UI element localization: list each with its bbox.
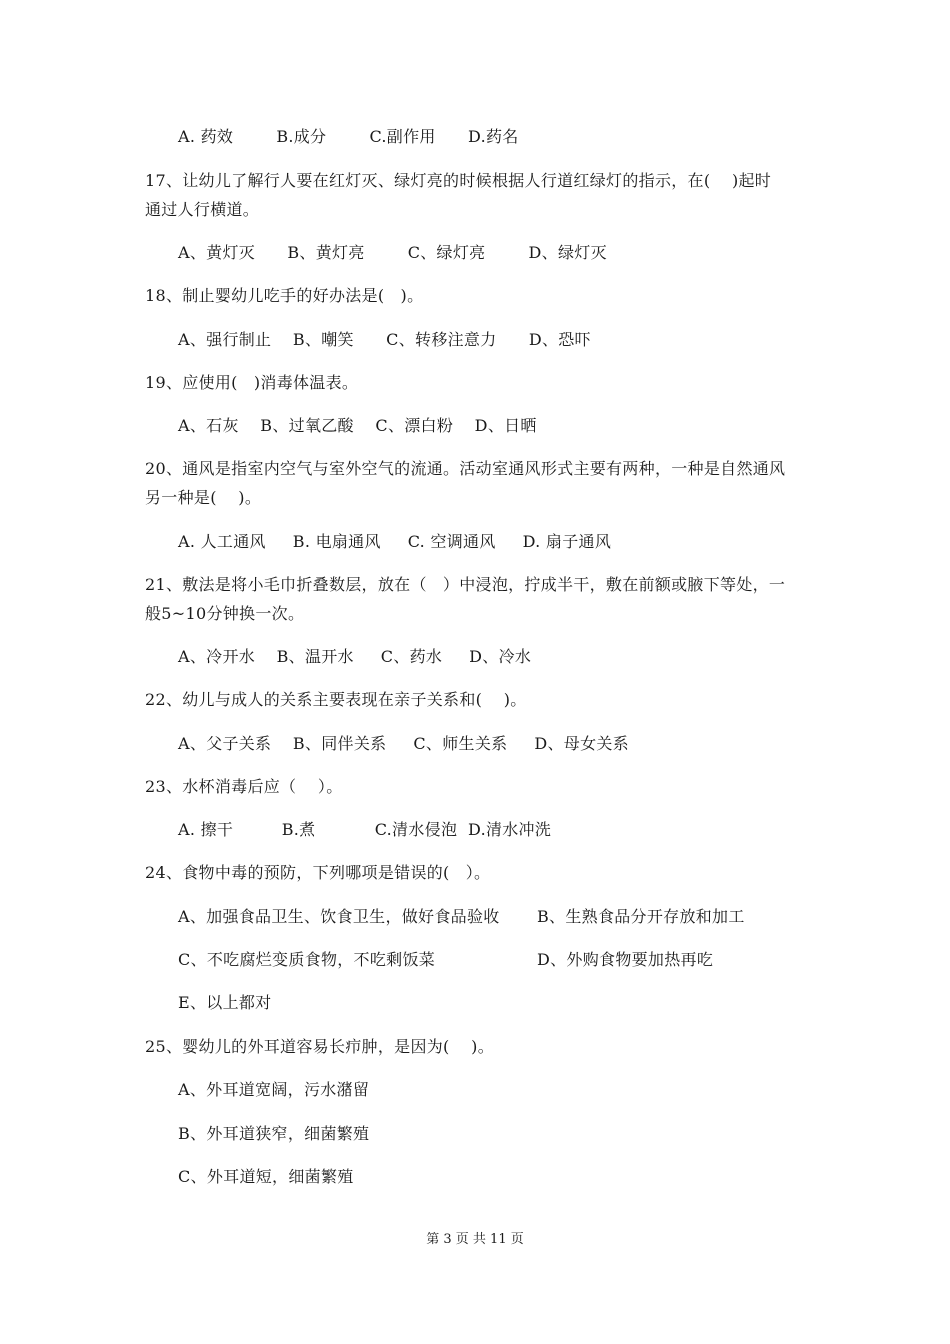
q20-text-line1: 20、通风是指室内空气与室外空气的流通。活动室通风形式主要有两种，一种是自然通风 — [145, 459, 786, 478]
q22-options: A、父子关系 B、同伴关系 C、师生关系 D、母女关系 — [178, 734, 629, 753]
q18-options: A、强行制止 B、嘲笑 C、转移注意力 D、恐吓 — [178, 330, 591, 349]
q24-option-d: D、外购食物要加热再吃 — [537, 950, 714, 969]
q25-option-c: C、外耳道短，细菌繁殖 — [178, 1167, 354, 1186]
page-footer: 第 3 页 共 11 页 — [426, 1232, 524, 1247]
q19-options: A、石灰 B、过氧乙酸 C、漂白粉 D、日晒 — [178, 416, 537, 435]
q25-option-b: B、外耳道狭窄，细菌繁殖 — [178, 1124, 370, 1143]
q19-text: 19、应使用( )消毒体温表。 — [145, 373, 359, 392]
q24-text: 24、食物中毒的预防，下列哪项是错误的( ）。 — [145, 863, 491, 882]
q22-text: 22、幼儿与成人的关系主要表现在亲子关系和( )。 — [145, 690, 527, 709]
q17-options: A、黄灯灭 B、黄灯亮 C、绿灯亮 D、绿灯灭 — [178, 243, 607, 262]
q24-option-a: A、加强食品卫生、饮食卫生，做好食品验收 — [178, 907, 500, 926]
q23-text: 23、水杯消毒后应（ ）。 — [145, 777, 343, 796]
q25-text: 25、婴幼儿的外耳道容易长疖肿，是因为( )。 — [145, 1037, 494, 1056]
q20-text-line2: 另一种是( )。 — [145, 488, 262, 507]
q21-text-line2: 般5~10分钟换一次。 — [145, 604, 305, 623]
q17-text-line1: 17、让幼儿了解行人要在红灯灭、绿灯亮的时候根据人行道红绿灯的指示，在( )起时 — [145, 171, 772, 190]
q24-option-e: E、以上都对 — [178, 993, 272, 1012]
q24-option-c: C、不吃腐烂变质食物，不吃剩饭菜 — [178, 950, 436, 969]
q21-options: A、冷开水 B、温开水 C、药水 D、冷水 — [178, 647, 532, 666]
q16-options: A. 药效 B.成分 C.副作用 D.药名 — [178, 127, 519, 146]
q23-options: A. 擦干 B.煮 C.清水侵泡 D.清水冲洗 — [178, 820, 552, 839]
q25-option-a: A、外耳道宽阔，污水潴留 — [178, 1080, 370, 1099]
q21-text-line1: 21、敷法是将小毛巾折叠数层，放在（ ）中浸泡，拧成半干，敷在前额或腋下等处，一 — [145, 575, 786, 594]
q18-text: 18、制止婴幼儿吃手的好办法是( )。 — [145, 286, 424, 305]
q20-options: A. 人工通风 B. 电扇通风 C. 空调通风 D. 扇子通风 — [178, 532, 612, 551]
q17-text-line2: 通过人行横道。 — [145, 200, 260, 219]
q24-option-b: B、生熟食品分开存放和加工 — [537, 907, 745, 926]
